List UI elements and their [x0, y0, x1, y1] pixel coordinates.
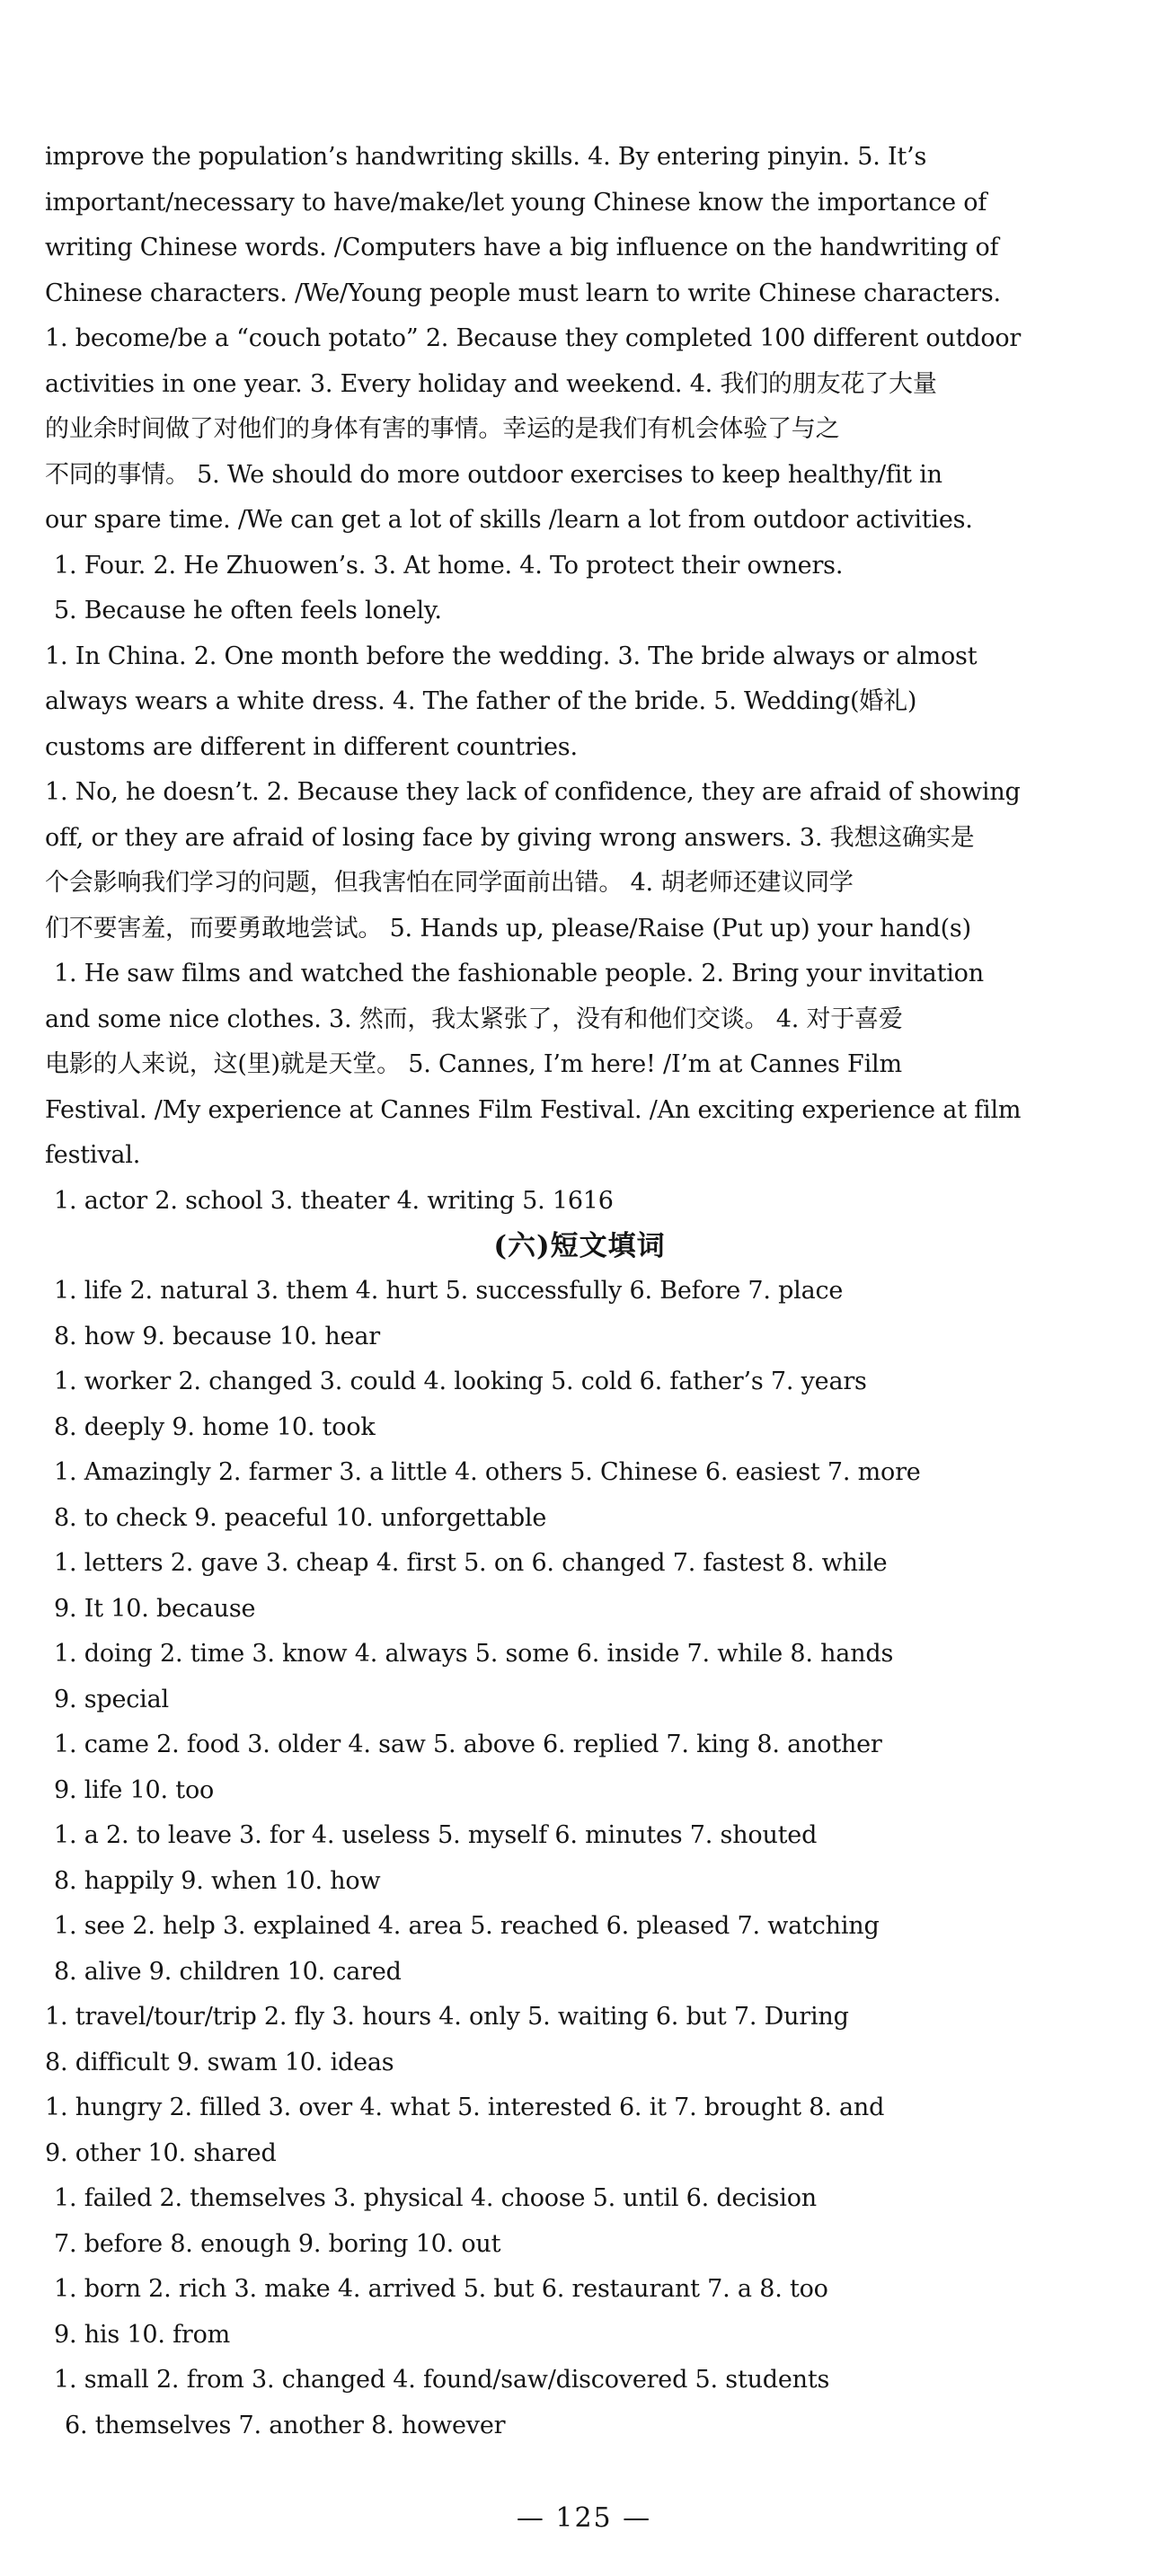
cloze-line: 1. worker 2. changed 3. could 4. looking 5. cold 6. father’s 7. years [54, 1368, 867, 1395]
answer-line: 1. actor 2. school 3. theater 4. writing 5. 1616 [54, 1186, 614, 1215]
answer-line: Chinese characters. /We/Young people must learn to write Chinese characters. [45, 279, 1001, 307]
answer-line: our spare time. /We can get a lot of skills /learn a lot from outdoor activities. [45, 506, 973, 534]
cloze-line: 9. life 10. too [54, 1775, 215, 1804]
answer-line: improve the population’s handwriting skills. 4. By entering pinyin. 5. It’s [45, 143, 927, 171]
answer-line: 1. Four. 2. He Zhuowen’s. 3. At home. 4. To protect their owners. [54, 551, 844, 580]
answer-line: 1. No, he doesn’t. 2. Because they lack of confidence, they are afraid of showing [45, 778, 1021, 806]
cloze-line: 9. other 10. shared [45, 2138, 277, 2167]
section-title: (六)短文填词 [493, 1230, 666, 1262]
cloze-line: 8. alive 9. children 10. cared [54, 1957, 402, 1986]
answer-line: 1. In China. 2. One month before the wedding. 3. The bride always or almost [45, 642, 978, 670]
cloze-line: 9. It 10. because [54, 1594, 256, 1623]
cloze-line: 8. difficult 9. swam 10. ideas [45, 2048, 394, 2076]
cloze-line: 8. happily 9. when 10. how [54, 1866, 381, 1895]
answer-line: 的业余时间做了对他们的身体有害的事情。幸运的是我们有机会体验了与之 [45, 415, 840, 443]
cloze-line: 1. a 2. to leave 3. for 4. useless 5. myself 6. minutes 7. shouted [54, 1821, 818, 1849]
cloze-line: 9. special [54, 1685, 169, 1713]
answer-line: and some nice clothes. 3. 然而，我太紧张了，没有和他们交谈。 4. 对于喜爱 [45, 1005, 903, 1033]
cloze-line: 8. to check 9. peaceful 10. unforgettable [54, 1503, 547, 1532]
cloze-line: 1. life 2. natural 3. them 4. hurt 5. successfully 6. Before 7. place [54, 1277, 844, 1305]
answer-line: festival. [45, 1141, 141, 1169]
answer-line: 个会影响我们学习的问题，但我害怕在同学面前出错。 4. 胡老师还建议同学 [45, 869, 854, 897]
cloze-line: 1. travel/tour/trip 2. fly 3. hours 4. only 5. waiting 6. but 7. During [45, 2003, 849, 2031]
answer-line: 5. Because he often feels lonely. [54, 597, 442, 624]
answer-line: 不同的事情。 5. We should do more outdoor exercises to keep healthy/fit in [45, 460, 942, 489]
cloze-line: 1. born 2. rich 3. make 4. arrived 5. but 6. restaurant 7. a 8. too [54, 2275, 828, 2303]
cloze-line: 1. see 2. help 3. explained 4. area 5. reached 6. pleased 7. watching [54, 1912, 880, 1940]
answer-line: off, or they are afraid of losing face by giving wrong answers. 3. 我想这确实是 [45, 823, 975, 852]
cloze-line: 8. deeply 9. home 10. took [54, 1412, 376, 1441]
answer-line: customs are different in different countries. [45, 732, 578, 761]
answer-line: writing Chinese words. /Computers have a big influence on the handwriting of [45, 234, 999, 261]
cloze-line: 1. doing 2. time 3. know 4. always 5. some 6. inside 7. while 8. hands [54, 1640, 894, 1668]
answer-line: 1. become/be a “couch potato” 2. Because they completed 100 different outdoor [45, 324, 1022, 352]
cloze-line: 1. letters 2. gave 3. cheap 4. first 5. on 6. changed 7. fastest 8. while [54, 1549, 888, 1577]
cloze-line: 8. how 9. because 10. hear [54, 1322, 381, 1350]
cloze-line: 1. small 2. from 3. changed 4. found/saw/discovered 5. students [54, 2366, 830, 2394]
answer-line: Festival. /My experience at Cannes Film Festival. /An exciting experience at film [45, 1095, 1022, 1124]
cloze-line: 1. Amazingly 2. farmer 3. a little 4. others 5. Chinese 6. easiest 7. more [54, 1458, 921, 1486]
cloze-line: 9. his 10. from [54, 2320, 231, 2349]
answer-line: important/necessary to have/make/let young Chinese know the importance of [45, 188, 987, 217]
answer-line: always wears a white dress. 4. The father of the bride. 5. Wedding(婚礼) [45, 687, 917, 715]
cloze-line: 1. failed 2. themselves 3. physical 4. choose 5. until 6. decision [54, 2184, 817, 2212]
answer-content [45, 135, 1114, 2448]
answer-line: 电影的人来说，这(里)就是天堂。 5. Cannes, I’m here! /I’m at Cannes Film [45, 1050, 902, 1078]
answer-line: 们不要害羞，而要勇敢地尝试。 5. Hands up, please/Raise (Put up) your hand(s) [45, 914, 971, 943]
cloze-line: 7. before 8. enough 9. boring 10. out [54, 2229, 501, 2258]
page-number: — 125 — [516, 2502, 652, 2534]
answer-line: 1. He saw films and watched the fashionable people. 2. Bring your invitation [54, 960, 984, 987]
answer-line: activities in one year. 3. Every holiday and weekend. 4. 我们的朋友花了大量 [45, 369, 937, 398]
cloze-line: 6. themselves 7. another 8. however [65, 2411, 506, 2439]
cloze-line: 1. came 2. food 3. older 4. saw 5. above 6. replied 7. king 8. another [54, 1731, 882, 1758]
cloze-line: 1. hungry 2. filled 3. over 4. what 5. interested 6. it 7. brought 8. and [45, 2094, 885, 2121]
